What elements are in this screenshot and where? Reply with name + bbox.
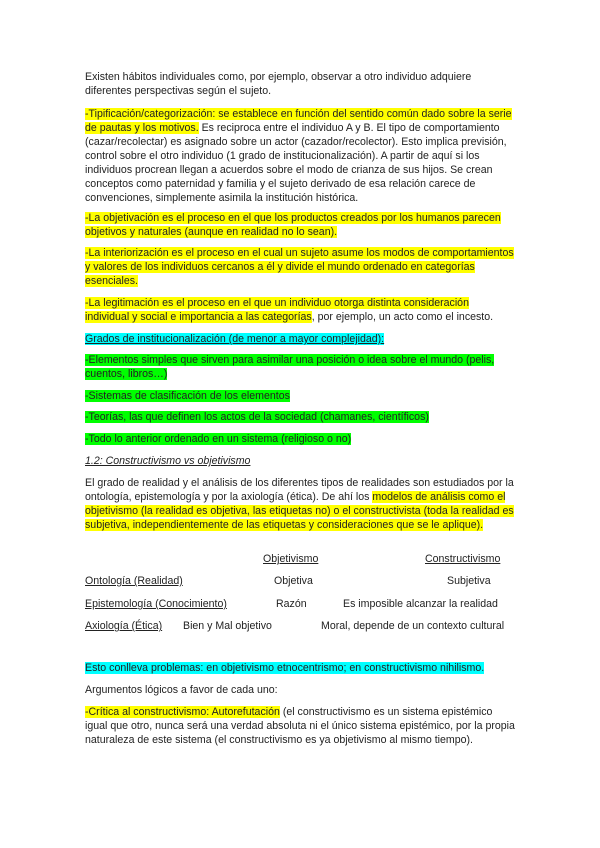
paragraph-problemas — [85, 661, 515, 675]
paragraph-argumentos — [85, 683, 515, 697]
paragraph-critica — [85, 705, 515, 747]
grado-4-text: -Todo lo anterior ordenado en un sistema (religioso o no) — [85, 433, 352, 445]
realidad-highlight: modelos de análisis como el objetivismo (la realidad es objetiva, las etiquetas no) o el constructivista (toda la realidad es subjetiva, independientemente de las etiquetas y consideraciones que se le aplique). — [85, 491, 514, 531]
paragraph-realidad — [85, 476, 515, 532]
paragraph-legitimacion — [85, 296, 515, 324]
table-header-constructivismo: Constructivismo — [425, 553, 501, 565]
grado-1-text: -Elementos simples que sirven para asimilar una posición o idea sobre el mundo (pelis, cuentos, libros…) — [85, 354, 495, 380]
grados-title — [85, 332, 515, 346]
realidad-text: El grado de realidad y el análisis de los diferentes tipos de realidades son estudiados por la ontología, epistemología y por la axiología (ética). De ahí los — [85, 477, 514, 503]
grado-item-1 — [85, 353, 515, 381]
comparison-table — [85, 552, 515, 632]
tipificacion-text: Es reciproca entre el individuo A y B. El tipo de comportamiento (cazar/recolectar) es asignado sobre un actor (cazador/recolector). Esto implica previsión, control sobre el otro individuo (1 grado de institucionalización). A partir de aquí si los individuos procrean llegan a acuerdos sobre el modo de crianza de sus hijos. Se crean conceptos como paternidad y familia y el sujeto derivado de esa relación carece de convenciones, simplemente asimila la institución histórica. — [85, 122, 507, 204]
paragraph-tipificacion — [85, 107, 515, 205]
argumentos-text: Argumentos lógicos a favor de cada uno: — [85, 684, 278, 696]
paragraph-intro — [85, 70, 515, 98]
interiorizacion-highlight: -La interiorización es el proceso en el cual un sujeto asume los modos de comportamientos y valores de los individuos cercanos a él y divide el mundo ordenado en categorías esenciales. — [85, 247, 514, 287]
table-cell-constructivismo: Moral, depende de un contexto cultural — [321, 620, 505, 632]
critica-text: (el constructivismo es un sistema epistémico igual que otro, nunca será una verdad absoluta ni el único sistema epistémico, por la propia naturaleza de este sistema (el constructivismo es ya objetivismo al mismo tiempo). — [85, 706, 515, 746]
table-cell-constructivismo: Es imposible alcanzar la realidad — [343, 598, 498, 610]
table-header-objetivismo: Objetivismo — [263, 553, 319, 565]
table-cell-objetivismo: Objetiva — [274, 575, 313, 587]
table-cell-constructivismo: Subjetiva — [447, 575, 491, 587]
section-title-text: 1.2: Constructivismo vs objetivismo — [85, 455, 251, 467]
grado-item-3 — [85, 410, 515, 424]
objetivacion-highlight: -La objetivación es el proceso en el que los productos creados por los humanos parecen objetivos y naturales (aunque en realidad no lo sean). — [85, 212, 501, 238]
intro-text: Existen hábitos individuales como, por ejemplo, observar a otro individuo adquiere diferentes perspectivas según el sujeto. — [85, 71, 472, 97]
grado-item-2 — [85, 389, 515, 403]
grado-3-text: -Teorías, las que definen los actos de la sociedad (chamanes, científicos) — [85, 411, 429, 423]
paragraph-objetivacion — [85, 211, 515, 239]
legitimacion-text: , por ejemplo, un acto como el incesto. — [311, 311, 494, 323]
table-row-label: Axiología (Ética) — [85, 620, 163, 632]
table-cell-objetivismo: Bien y Mal objetivo — [183, 620, 272, 632]
table-row-label: Epistemología (Conocimiento) — [85, 598, 227, 610]
grado-2-text: -Sistemas de clasificación de los elementos — [85, 390, 290, 402]
legitimacion-highlight: -La legitimación es el proceso en el que un individuo otorga distinta consideración individual y social e importancia a las categorías — [85, 297, 469, 323]
table-row-label: Ontología (Realidad) — [85, 575, 183, 587]
grados-title-text: Grados de institucionalización (de menor a mayor complejidad): — [85, 333, 385, 345]
problemas-highlight: Esto conlleva problemas: en objetivismo etnocentrismo; en constructivismo nihilismo. — [85, 662, 485, 674]
critica-highlight: -Crítica al constructivismo: Autorefutación — [85, 706, 280, 718]
table-cell-objetivismo: Razón — [276, 598, 307, 610]
section-title — [85, 454, 515, 468]
grado-item-4 — [85, 432, 515, 446]
paragraph-interiorizacion — [85, 246, 515, 288]
tipificacion-highlight: -Tipificación/categorización: se establece en función del sentido común dado sobre la serie de pautas y los motivos. — [85, 108, 512, 134]
